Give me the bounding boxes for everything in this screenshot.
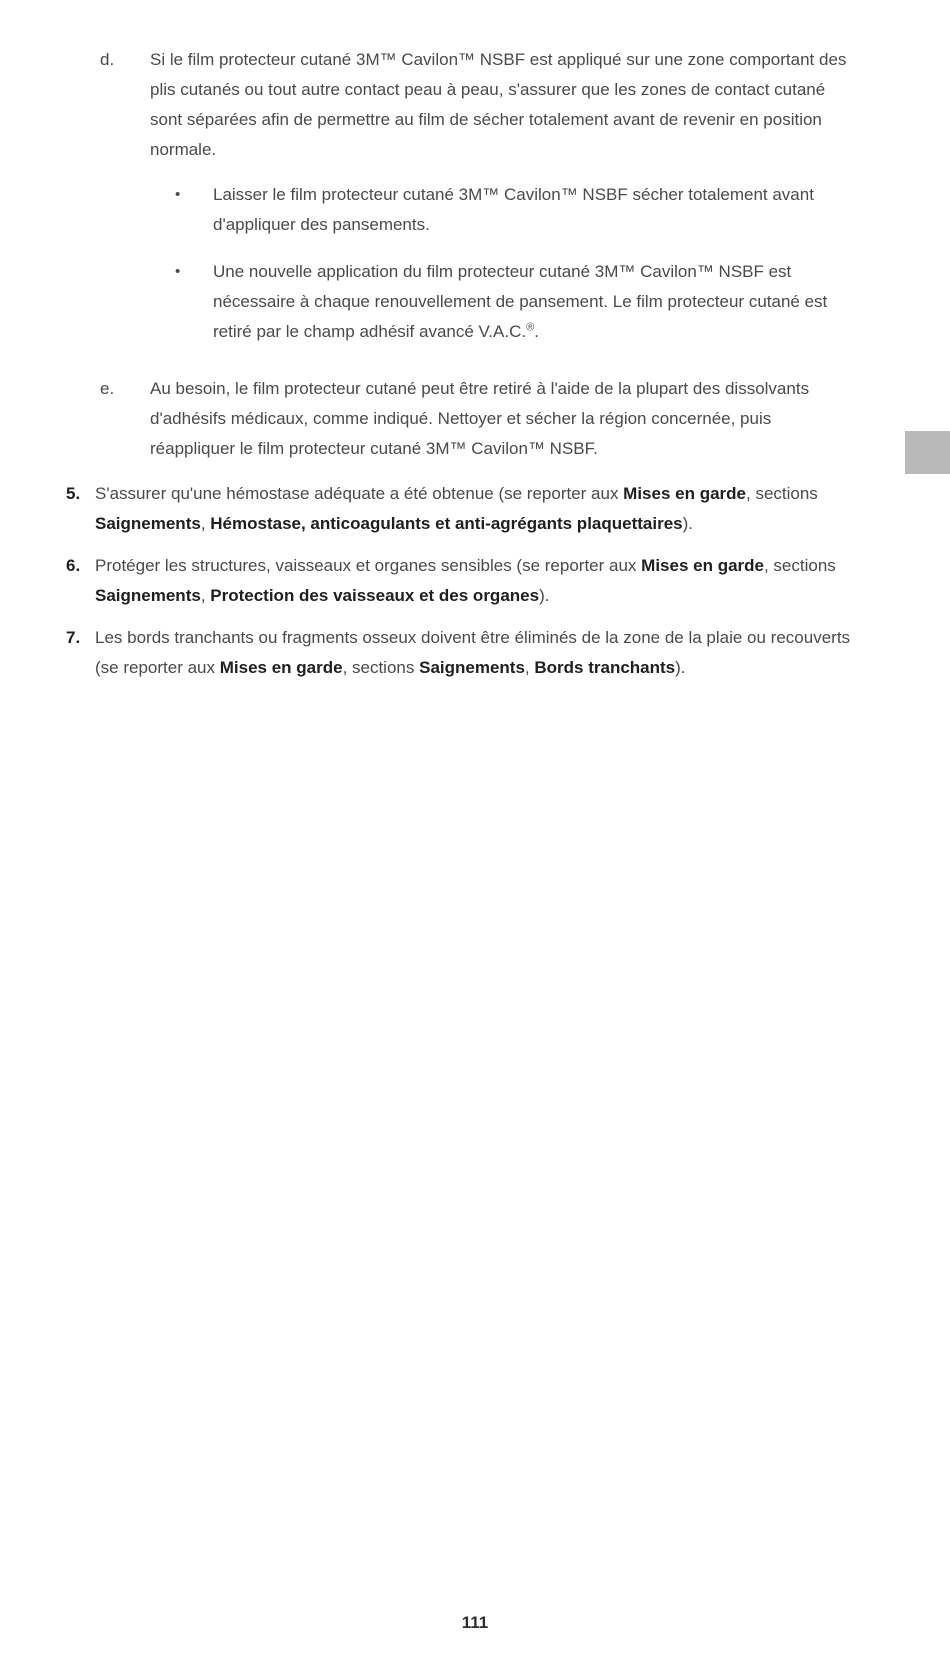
bullet-icon: • (175, 186, 181, 203)
item-text: Les bords tranchants ou fragments osseux doivent être éliminés de la zone de la plaie ou recouverts (se reporter aux Mises en garde, sections Saignements, Bords tranchants). (95, 628, 851, 677)
document-page-content (0, 45, 950, 695)
item-text: Au besoin, le film protecteur cutané peut être retiré à l'aide de la plupart des dissolvants d'adhésifs médicaux, comme indiqué. Nettoyer et sécher la région concernée, puis réappliquer le film protecteur cutané 3M™ Cavilon™ NSBF. (150, 379, 810, 458)
item-number: 7. (66, 628, 81, 647)
page-edge-tab (905, 431, 950, 474)
numbered-item-7 (0, 623, 950, 683)
lettered-item-e (0, 374, 950, 464)
item-label: e. (100, 379, 115, 398)
item-number: 6. (66, 556, 81, 575)
numbered-item-6 (0, 551, 950, 611)
item-text: S'assurer qu'une hémostase adéquate a été obtenue (se reporter aux Mises en garde, sections Saignements, Hémostase, anticoagulants et anti-agrégants plaquettaires). (95, 484, 818, 533)
item-number: 5. (66, 484, 81, 503)
numbered-item-5 (0, 479, 950, 539)
bullet-icon: • (175, 263, 181, 280)
spacer (0, 364, 950, 374)
bullet-item-1 (0, 180, 950, 240)
bullet-text: Une nouvelle application du film protecteur cutané 3M™ Cavilon™ NSBF est nécessaire à chaque renouvellement de pansement. Le film protecteur cutané est retiré par le champ adhésif avancé V.A.C.®. (213, 262, 828, 341)
item-text: Protéger les structures, vaisseaux et organes sensibles (se reporter aux Mises en garde, sections Saignements, Protection des vaisseaux et des organes). (95, 556, 836, 605)
page-number: 111 (461, 1613, 489, 1632)
item-text: Si le film protecteur cutané 3M™ Cavilon™ NSBF est appliqué sur une zone comportant des plis cutanés ou tout autre contact peau à peau, s'assurer que les zones de contact cutané sont séparées afin de permettre au film de sécher totalement avant de revenir en position normale. (150, 50, 847, 159)
bullet-text: Laisser le film protecteur cutané 3M™ Cavilon™ NSBF sécher totalement avant d'appliquer des pansements. (213, 185, 814, 234)
lettered-item-d (0, 45, 950, 165)
item-label: d. (100, 50, 115, 69)
bullet-item-2 (0, 257, 950, 347)
